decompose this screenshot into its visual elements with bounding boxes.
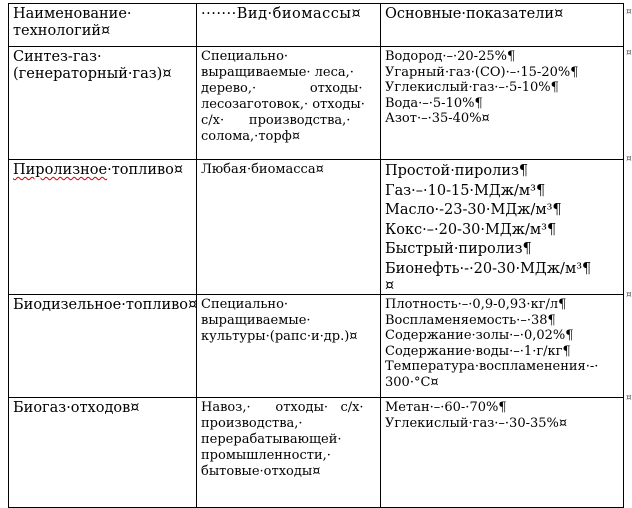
- cell-text: (генераторный·газ)¤: [13, 66, 172, 82]
- cell-text: дерево,· отходы·: [201, 81, 363, 96]
- cell-text: Специально·: [201, 297, 289, 312]
- cell-text: Синтез-газ·: [13, 49, 102, 65]
- indicators-cell: [381, 160, 624, 295]
- cell-text: промышленности,·: [201, 448, 331, 463]
- cell-text: перерабатывающей·: [201, 432, 342, 447]
- table-row: [9, 398, 624, 508]
- header-text: технологий¤: [13, 23, 111, 39]
- cell-text: Бионефть·-·20-30·МДж/м³¶: [385, 260, 592, 277]
- cell-text: Простой·пиролиз¶: [385, 163, 529, 179]
- cell-text: Специально·: [201, 49, 289, 64]
- cell-text: Азот·–·35-40%¤: [385, 111, 490, 126]
- row-end-mark: ¤: [626, 154, 632, 164]
- cell-text: Масло·-23-30·МДж/м³¶: [385, 202, 562, 218]
- cell-text: Угарный·газ·(СО)·–·15-20%¶: [385, 64, 579, 80]
- cell-text: Газ·–·10-15·МДж/м³¶: [385, 182, 546, 199]
- biomass-type-cell: [197, 160, 381, 295]
- indicators-cell: [381, 398, 624, 508]
- cell-text: Любая·биомасса¤: [201, 162, 324, 177]
- biomass-technologies-table: [8, 3, 624, 508]
- cell-text: Содержание·золы·–·0,02%¶: [385, 328, 574, 343]
- biomass-type-cell: [197, 47, 381, 160]
- header-text: ·······Вид·биомассы¤: [201, 6, 362, 22]
- row-end-mark: ¤: [626, 290, 632, 300]
- technology-name-cell: [9, 398, 197, 508]
- biomass-type-cell: [197, 295, 381, 398]
- table-header-row: [9, 4, 624, 47]
- cell-text: культуры·(рапс·и·др.)¤: [201, 329, 358, 344]
- cell-text: ·топливо¤: [107, 162, 184, 178]
- cell-text: Биодизельное·топливо¤: [13, 297, 198, 313]
- cell-text: Плотность·–·0,9-0,93·кг/л¶: [385, 297, 567, 312]
- cell-text: Водород·–·20-25%¶: [385, 49, 516, 64]
- cell-text: Углекислый·газ·–·5-10%¶: [385, 80, 559, 95]
- cell-text: Температура·воспламенения·-·: [385, 359, 599, 374]
- table-row: [9, 295, 624, 398]
- row-end-mark: ¤: [626, 7, 632, 17]
- technology-name-cell: [9, 47, 197, 160]
- cell-text: бытовые·отходы¤: [201, 464, 321, 479]
- cell-text: лесозаготовок,· отходы·: [201, 97, 365, 112]
- cell-text: производства,·: [201, 416, 303, 431]
- cell-text: с/х· производства,·: [201, 113, 351, 128]
- table-row: [9, 47, 624, 160]
- cell-text: [13, 162, 193, 179]
- cell-text: выращиваемые· леса,·: [201, 65, 354, 80]
- cell-text: Углекислый·газ·–·30-35%¤: [385, 415, 568, 431]
- cell-text: Вода·–·5-10%¶: [385, 95, 483, 111]
- header-main-indicators: [381, 4, 624, 47]
- cell-text: Содержание·воды·–·1·г/кг¶: [385, 343, 571, 359]
- header-biomass-type: [197, 4, 381, 47]
- technology-name-cell: [9, 160, 197, 295]
- cell-text: Быстрый·пиролиз¶: [385, 241, 532, 257]
- header-technology-name: [9, 4, 197, 47]
- spellcheck-underlined-word: Пиролизное: [13, 162, 108, 178]
- header-text: Наименование·: [13, 6, 132, 22]
- header-text: Основные·показатели¤: [385, 6, 564, 22]
- indicators-cell: [381, 47, 624, 160]
- cell-text: Кокс·–·20-30·МДж/м³¶: [385, 221, 557, 238]
- cell-text: солома,·торф¤: [201, 129, 301, 144]
- cell-text: выращиваемые·: [201, 313, 311, 328]
- cell-text: Метан·–·60-·70%¶: [385, 400, 507, 415]
- cell-text: ¤: [385, 278, 395, 294]
- row-end-mark: ¤: [626, 393, 632, 403]
- cell-text: Навоз,· отходы· с/х·: [201, 400, 364, 415]
- cell-text: Воспламеняемость·–·38¶: [385, 312, 556, 328]
- cell-text: 300·°С¤: [385, 374, 439, 390]
- indicators-cell: [381, 295, 624, 398]
- biomass-type-cell: [197, 398, 381, 508]
- technology-name-cell: [9, 295, 197, 398]
- cell-text: Биогаз·отходов¤: [13, 400, 140, 416]
- table-row: [9, 160, 624, 295]
- row-end-mark: ¤: [626, 48, 632, 58]
